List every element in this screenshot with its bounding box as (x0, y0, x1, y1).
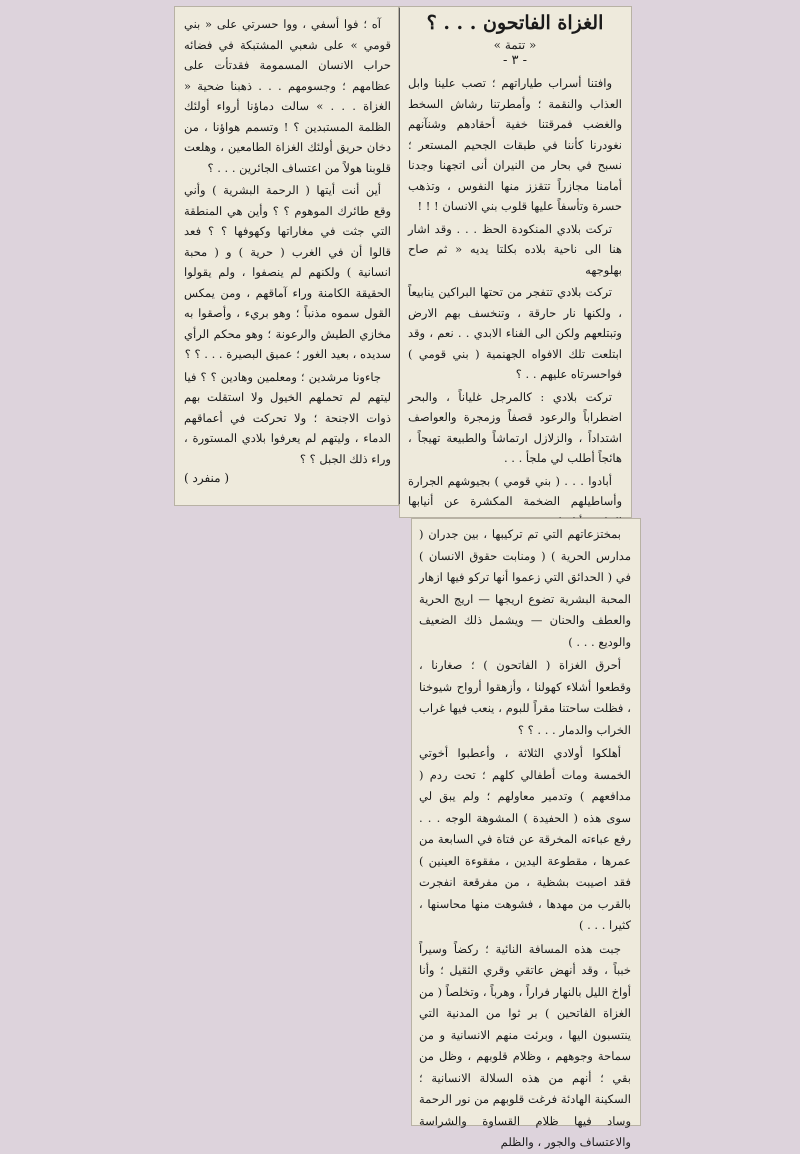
paragraph: أحرق الغزاة ( الفاتحون ) ؛ صغارنا ، وقطعوا أشلاء كهولنا ، وأزهقوا أرواح شيوخنا ، فظلت ساحتنا مقراً للبوم ، ينعب فيها غراب الخراب والدمار . . . ؟ ؟ (419, 658, 631, 737)
paragraph: جاءونا مرشدين ؛ ومعلمين وهادين ؟ ؟ فيا ليتهم لم تحملهم الخيول ولا استقلت بهم ذوات الاجنحة ؛ ولا تحركت في أعماقهم الدماء ، وليتهم لم يعرفوا بلادي المستورة ، وراء ذلك الجبل ؟ ؟ (184, 369, 391, 466)
author-signature: ( منفرد ) (184, 471, 230, 485)
paragraph: أين أنت أيتها ( الرحمة البشرية ) وأني وقع طائرك الموهوم ؟ ؟ وأين هي المنطقة التي جثت في مغاراتها وكهوفها ؟ ؟ فعد قالوا أن في الغرب ( حرية ) و ( محبة انسانية ) ولكنهم لم ينصفوا ، ولم يقولوا الحقيقة الكامنة وراء آماقهم ، ومن يمكس القول سموه مذنباً ؛ وهو بريء ، وأصقوا به مخازي الطيش والرعونة ؛ وهو محكم الرأي سديده ، بعيد الغور ؛ عميق البصيرة . . . ؟ ؟ (184, 183, 391, 361)
clipping-column-right (399, 6, 632, 518)
paragraph: تركت بلادي تتفجر من تحتها البراكين ينابيعاً ، ولكنها نار حارقة ، وتنخسف بهم الارض وتبتلعهم ولكن الى الفناء الابدي . . نعم ، وقد ابتلعت تلك الافواه الجهنمية ( بني قومي ) فواحسرتاه عليهم . . ؟ (408, 285, 622, 381)
paragraph: آه ؛ فوا أسفي ، ووا حسرتي على « بني قومي » على شعبي المشتبكة في فضائه حراب الانسان المسمومة فقدتأت على عظامهم ؛ وجسومهم . . . ذهبنا ضحية « الغزاة . . . » سالت دماؤنا أرواء أولئك الظلمة المستبدين ؟ ! وتسمم هواؤنا ، من دخان حريق أولئك الغزاة الطامعين ، وهلعت قلوبنا هولاً من اعتساف الجائرين . . . ؟ (184, 17, 391, 175)
clipping-column-bottom (411, 518, 641, 1149)
clipping-column-left (174, 6, 399, 506)
paragraph: جبت هذه المسافة النائية ؛ ركضاً وسيراً خبباً ، وقد أنهض عاتقي وقري الثقيل ؛ وأنا أواخ الليل بالنهار فراراً ، وهرباً ، وتخلصاً ( من الغزاة الفاتحين ) بر ثوا من المدنية التي ينتسبون اليها ، وبرئت منهم الانسانية و من سماحة وجوههم ، وظلام قلوبهم ، وظل من بقي ؛ أنهم من هذه السلالة الانسانية ؛ السكينة الهادئة فرغت قلوبهم من نور الرحمة وساد فيها ظلام القساوة والشراسة والاعتساف والجور ، والظلم (419, 941, 631, 1149)
paragraph: أهلكوا أولادي الثلاثة ، وأعطبوا أخوتي الخمسة ومات أطفالي كلهم ؛ تحت ردم ( مدافعهم ) وتدمير معاولهم ؛ ولم يبق لي سوى هذه ( الحفيدة ) المشوهة الوجه . . . رفع عباءته المخرقة عن فتاة في السابعة من عمرها ، مقطوعة اليدين ، مفقوءة العينين ) فقد اصيبت بشظية ، من مفرقعة انفجرت بالقرب من مهدها ، فشوهت منها محاسنها ، كثيرا . . . ) (419, 746, 631, 932)
paragraph: أبادوا . . . ( بني قومي ) بجيوشهم الجرارة وأساطيلهم الضخمة المكشرة عن أنيابها (408, 473, 622, 508)
part-number: - ٣ - (502, 53, 528, 68)
article-title: الغزاة الفاتحون . . . ؟ (426, 12, 604, 34)
paragraph: تركت بلادي : كالمرجل غلياناً ، والبحر اضطراباً والرعود قصفاً وزمجرة والعواصف اشتداداً ، والزلازل ارتماشاً والطبيعة تهيجاً ، هائجاً أطلب لي ملجأ . . . (408, 389, 622, 465)
paragraph: تركت بلادي المنكودة الحظ . . . وقد اشار هنا الى ناحية بلاده بكلتا يديه « ثم صاح بهلوجهه (408, 221, 622, 277)
paragraph: بمختزعاتهم التي تم تركيبها ، بين جدران ( مدارس الحرية ) ( ومنابت حقوق الانسان ) في ( الحدائق التي زعموا أنها تركو فيها ازهار المحبة البشرية تضوع اريجها — اريج الحرية والعطف والحنان — ويشمل ذلك الضعيف والوديع . . . ) (419, 527, 631, 649)
continuation-label: « تتمة » (493, 38, 537, 52)
paragraph: وافتنا أسراب طياراتهم ؛ تصب علينا وابل العذاب والنقمة ؛ وأمطرتنا رشاش السخط والغضب فمرقتنا خفية أحقادهم وشنآنهم نغودرنا كأننا في طبقات الجحيم المستعر ؛ نسبح في بحار من النيران أنى اتجهنا وجدنا أمامنا مجازراً تتقزز منها النفوس ، وتذهب حسرة وتأسفاً عليها قلوب بني الانسان ! ! ! (408, 76, 622, 213)
column-divider (399, 8, 400, 504)
